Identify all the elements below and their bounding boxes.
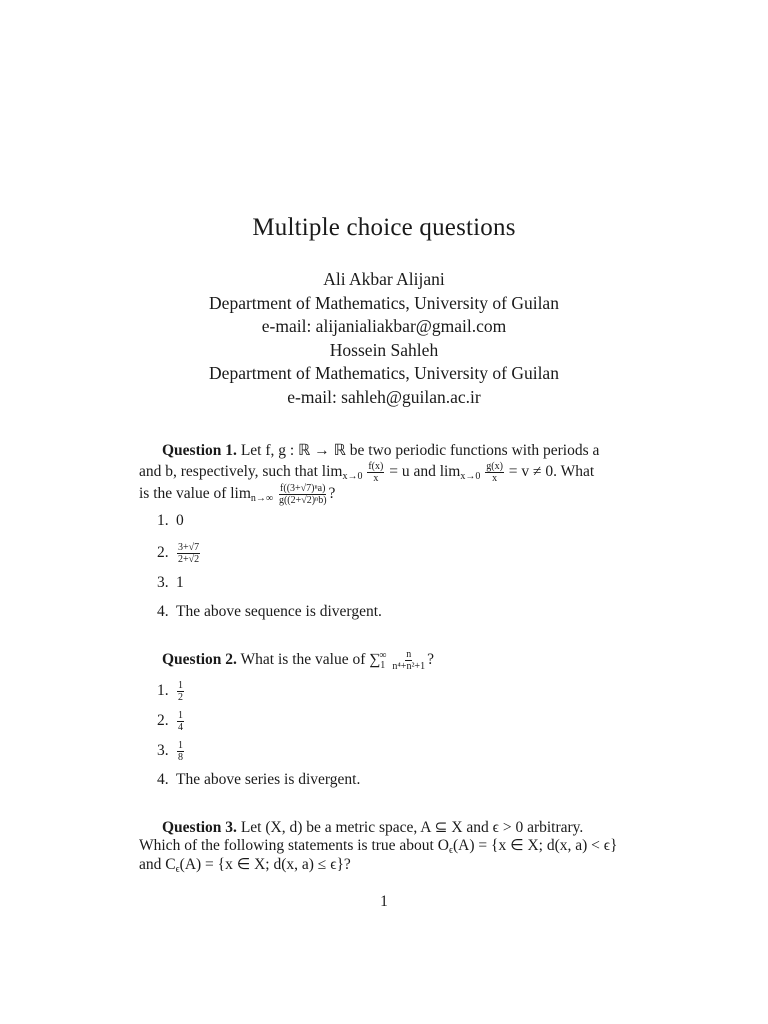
author-email: e-mail: alijanialiakbar@gmail.com — [261, 316, 507, 336]
fraction: $\frac{3+√7}{2+√2}$ — [178, 542, 200, 565]
fraction: $\frac{1}{4}$ — [178, 710, 183, 733]
question-2-option-3: 3. $\frac{1}{8}$ — [157, 740, 183, 763]
fraction: $\frac{1}{8}$ — [178, 740, 183, 763]
author-affiliation: Department of Mathematics, University of Guilan — [209, 363, 559, 383]
question-1-line-3: is the value of $\lim_{n\to\infty}$ $\frac{\text{f((3+√7)ⁿa)}}{\text{g((2+√2)ⁿb)}}$ ? — [139, 483, 336, 506]
author-email: e-mail: sahleh@guilan.ac.ir — [287, 386, 481, 407]
question-1-label: Question 1. — [162, 442, 237, 459]
question-2-option-1: 1. $\frac{1}{2}$ — [157, 680, 183, 703]
question-1-line-2: and b, respectively, such that $\lim_{x\to 0}$ $\frac{f(x)}{x}$ = u and $\lim_{x\to 0}$ $\frac{g(x)}{x}$ = v ≠ 0. What — [139, 461, 595, 484]
question-1-option-2: 2. $\frac{3+√7}{2+√2}$ — [157, 542, 200, 565]
question-2-option-4: 4. The above series is divergent. — [157, 771, 361, 788]
question-1-option-4: 4. The above sequence is divergent. — [157, 603, 382, 620]
fraction: $\frac{n}{\text{n⁴+n²+1}}$ — [392, 649, 426, 672]
fraction: $\frac{1}{2}$ — [178, 680, 183, 703]
paper-title: Multiple choice questions — [252, 214, 516, 241]
question-3-label: Question 3. — [162, 819, 237, 836]
question-1-option-1: 1. 0 — [157, 512, 184, 529]
author-affiliation: Department of Mathematics, University of Guilan — [209, 292, 559, 313]
question-3-line-3: and $C_\epsilon(A) = \{x$ ∈ X; d(x, a) ≤ ϵ}? — [139, 856, 351, 875]
question-1-line-1: Question 1. Let f, g : ℝ → ℝ be two periodic functions with periods a — [162, 442, 600, 459]
page-number: 1 — [380, 893, 388, 910]
question-2-line-1: Question 2. What is the value of $\sum_1^\infty$ $\frac{n}{\text{n⁴+n²+1}}$ ? — [162, 649, 434, 672]
author-block — [0, 268, 768, 409]
question-2-option-2: 2. $\frac{1}{4}$ — [157, 710, 183, 733]
question-2-label: Question 2. — [162, 651, 237, 669]
fraction: $\frac{g(x)}{x}$ — [486, 461, 503, 484]
question-3-line-2: Which of the following statements is true about $O_\epsilon(A) = \{x$ ∈ X; d(x, a) < ϵ} — [139, 837, 618, 856]
question-3-line-1: Question 3. Let (X, d) be a metric space, A ⊆ X and ϵ > 0 arbitrary. — [162, 819, 584, 836]
fraction: $\frac{f(x)}{x}$ — [368, 461, 384, 484]
fraction: $\frac{\text{f((3+√7)ⁿa)}}{\text{g((2+√2)ⁿb)}}$ — [278, 483, 327, 506]
author-name: Ali Akbar Alijani — [323, 269, 445, 289]
author-name: Hossein Sahleh — [329, 339, 439, 360]
question-1-option-3: 3. 1 — [157, 574, 184, 591]
